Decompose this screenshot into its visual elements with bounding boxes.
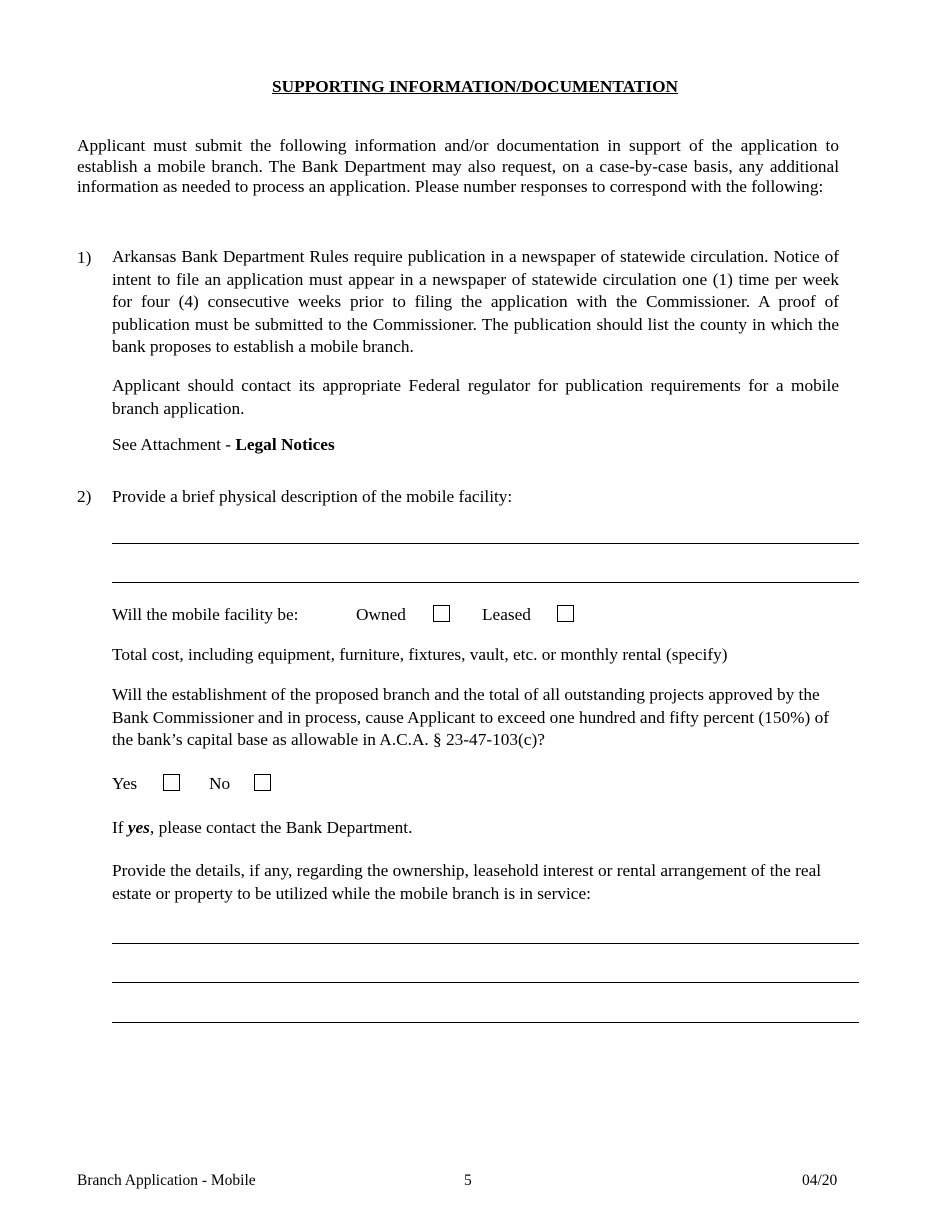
attachment-name: Legal Notices bbox=[235, 435, 335, 454]
footer-page-number: 5 bbox=[464, 1172, 472, 1189]
item-2-description-prompt: Provide a brief physical description of the mobile facility: bbox=[112, 487, 513, 506]
facility-question: Will the mobile facility be: bbox=[112, 605, 299, 624]
footer-form-name: Branch Application - Mobile bbox=[77, 1172, 256, 1189]
if-yes-emphasis: yes bbox=[127, 818, 150, 837]
intro-paragraph: Applicant must submit the following information and/or documentation in support of the application to establish a mobile branch. The Bank Department may also request, on a case-by-case basis, any additional information as needed to process an application. Please number responses to correspond with the following: bbox=[77, 136, 839, 196]
page-title: SUPPORTING INFORMATION/DOCUMENTATION bbox=[272, 77, 678, 96]
footer-revision-date: 04/20 bbox=[802, 1172, 838, 1189]
no-checkbox[interactable] bbox=[254, 774, 271, 791]
yes-checkbox[interactable] bbox=[163, 774, 180, 791]
if-suffix: , please contact the Bank Department. bbox=[149, 818, 413, 837]
if-yes-instruction bbox=[112, 817, 839, 840]
item-1-federal-note: Applicant should contact its appropriate Federal regulator for publication requirements for a mobile branch application. bbox=[112, 376, 839, 418]
item-1-publication-text: Arkansas Bank Department Rules require publication in a newspaper of statewide circulation. Notice of intent to file an application must appear in a newspaper of statewide circulation one (1) time per week for four (4) consecutive weeks prior to filing the application with the Commissioner. A proof of publication must be submitted to the Commissioner. The publication should list the county in which the bank proposes to establish a mobile branch. bbox=[112, 247, 839, 356]
item-1-number: 1) bbox=[77, 248, 92, 267]
details-prompt: Provide the details, if any, regarding the ownership, leasehold interest or rental arrangement of the real estate or property to be utilized while the mobile branch is in service: bbox=[112, 861, 822, 903]
owned-checkbox[interactable] bbox=[433, 605, 450, 622]
leased-checkbox[interactable] bbox=[557, 605, 574, 622]
owned-label: Owned bbox=[356, 605, 406, 624]
attachment-prefix: See Attachment - bbox=[112, 435, 236, 454]
details-answer-line-3[interactable] bbox=[112, 1022, 859, 1023]
description-answer-line-2[interactable] bbox=[112, 582, 859, 583]
total-cost-text: Total cost, including equipment, furniture, fixtures, vault, etc. or monthly rental (specify) bbox=[112, 645, 728, 664]
item-2-number: 2) bbox=[77, 487, 92, 506]
details-answer-line-2[interactable] bbox=[112, 982, 859, 983]
capital-question: Will the establishment of the proposed branch and the total of all outstanding projects approved by the Bank Commissioner and in process, cause Applicant to exceed one hundred and fifty percent (150%) of the bank’s capital base as allowable in A.C.A. § 23-47-103(c)? bbox=[112, 685, 829, 749]
yes-label: Yes bbox=[112, 774, 138, 793]
leased-label: Leased bbox=[482, 605, 531, 624]
item-1-attachment-line bbox=[112, 434, 839, 457]
details-answer-line-1[interactable] bbox=[112, 943, 859, 944]
description-answer-line-1[interactable] bbox=[112, 543, 859, 544]
if-prefix: If bbox=[112, 818, 128, 837]
no-label: No bbox=[209, 774, 231, 793]
